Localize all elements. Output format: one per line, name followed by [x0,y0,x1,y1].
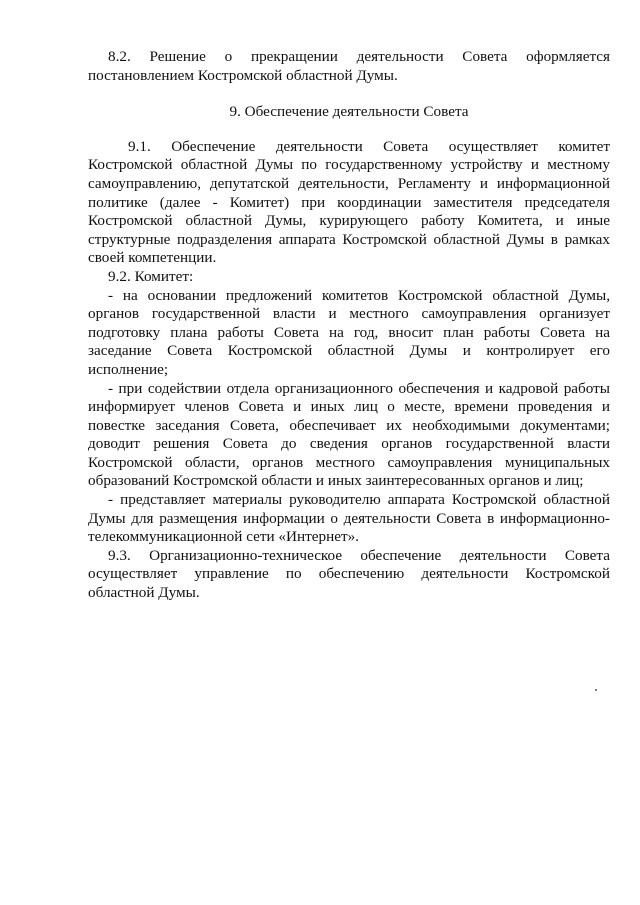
paragraph-9-1: 9.1. Обеспечение деятельности Совета осуществляет комитет Костромской областной Думы по государственному устройству и местному самоуправлению, депутатской деятельности, Регламенту и информационной политике (далее - Комитет) при координации заместителя председателя Костромской областной Думы, курирующего работу Комитета, и иные структурные подразделения аппарата Костромской областной Думы в рамках своей компетенции. [88,137,610,267]
list-item-9-2-a: - на основании предложений комитетов Костромской областной Думы, органов государственной власти и местного самоуправления организует подготовку плана работы Совета на год, вносит план работы Совета на заседание Совета Костромской областной Думы и контролирует его исполнение; [88,286,610,378]
scan-speck [595,689,597,691]
paragraph-9-3: 9.3. Организационно-техническое обеспечение деятельности Совета осуществляет управление по обеспечению деятельности Костромской областной Думы. [88,546,610,602]
list-item-9-2-c: - представляет материалы руководителю аппарата Костромской областной Думы для размещения информации о деятельности Совета в информационно-телекоммуникационной сети «Интернет». [88,491,610,546]
section-heading: 9. Обеспечение деятельности Совета [229,103,469,121]
paragraph-9-2: 9.2. Комитет: [108,267,194,285]
document-page [88,48,610,603]
paragraph-8-2: 8.2. Решение о прекращении деятельности Совета оформляется постановлением Костромской областной Думы. [88,48,610,84]
list-item-9-2-b: - при содействии отдела организационного обеспечения и кадровой работы информирует членов Совета и иных лиц о месте, времени проведения и повестке заседания Совета, обеспечивает их необходимыми документами; доводит решения Совета до сведения органов государственной власти Костромской области, органов местного самоуправления муниципальных образований Костромской области и иных заинтересованных органов и лиц; [88,379,610,490]
